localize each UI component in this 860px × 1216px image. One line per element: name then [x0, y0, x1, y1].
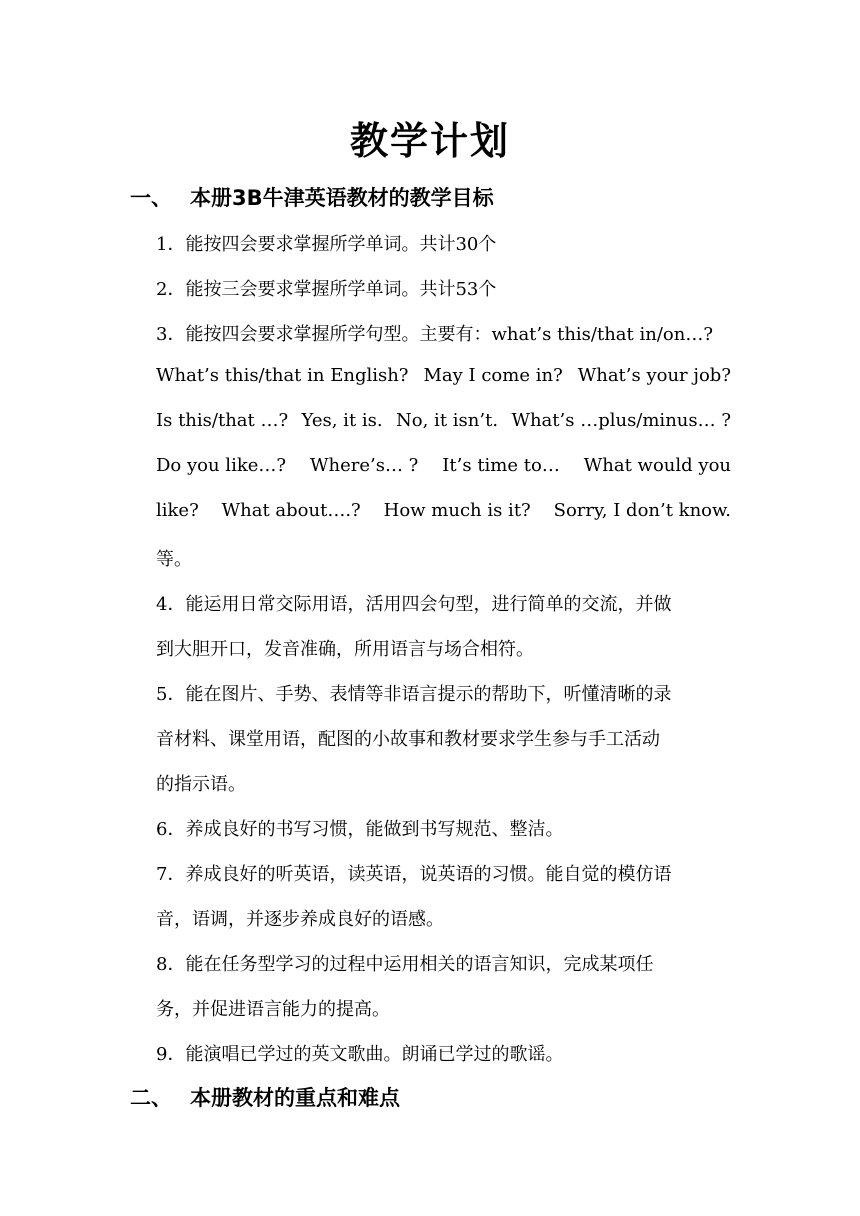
sentence-pattern: Is this/that …? [156, 410, 289, 431]
sentence-pattern: like? [156, 500, 199, 521]
sentence-pattern: What’s this/that in English? [156, 365, 409, 386]
goal-item-3-line-3 [156, 410, 731, 431]
goal-item-2: 2．能按三会要求掌握所学单词。共计53个 [156, 279, 497, 300]
section-title-2: 本册教材的重点和难点 [190, 1086, 400, 1110]
sentence-pattern: Do you like…? [156, 455, 287, 476]
goal-item-4-line-2: 到大胆开口，发音准确，所用语言与场合相符。 [156, 639, 534, 660]
goal-item-3-line-5 [156, 500, 731, 521]
goal-item-5-line-1: 5．能在图片、手势、表情等非语言提示的帮助下，听懂清晰的录 [156, 684, 672, 705]
sentence-pattern: No, it isn’t. [396, 410, 499, 431]
sentence-pattern: Yes, it is. [301, 410, 383, 431]
goal-item-7-line-1: 7．养成良好的听英语，读英语，说英语的习惯。能自觉的模仿语 [156, 864, 672, 885]
sentence-pattern: What’s your job? [577, 365, 731, 386]
section-heading-2 [130, 1082, 400, 1112]
goal-item-1: 1．能按四会要求掌握所学单词。共计30个 [156, 234, 497, 255]
goal-item-4-line-1: 4．能运用日常交际用语，活用四会句型，进行简单的交流，并做 [156, 594, 672, 615]
section-title-1: 本册3B牛津英语教材的教学目标 [190, 186, 494, 210]
sentence-pattern: May I come in? [423, 365, 563, 386]
goal-item-6: 6．养成良好的书写习惯，能做到书写规范、整洁。 [156, 819, 564, 840]
section-number-2: 二、 [130, 1086, 172, 1110]
sentence-pattern: How much is it? [383, 500, 531, 521]
sentence-pattern: What’s …plus/minus… ? [511, 410, 731, 431]
sentence-pattern: What about….? [221, 500, 361, 521]
goal-item-8-line-2: 务，并促进语言能力的提高。 [156, 999, 390, 1020]
sentence-pattern: Sorry, I don’t know. [553, 500, 731, 521]
goal-item-3-line-6: 等。 [156, 549, 192, 570]
goal-item-7-line-2: 音，语调，并逐步养成良好的语感。 [156, 909, 444, 930]
page-title: 教学计划 [349, 119, 510, 163]
goal-item-3-line-2 [156, 365, 731, 386]
goal-item-5-line-3: 的指示语。 [156, 774, 246, 795]
goal-item-5-line-2: 音材料、课堂用语，配图的小故事和教材要求学生参与手工活动 [156, 729, 660, 750]
goal-item-3-line-1: 3．能按四会要求掌握所学句型。主要有：what’s this/that in/on…? [156, 324, 713, 345]
goal-item-8-line-1: 8．能在任务型学习的过程中运用相关的语言知识，完成某项任 [156, 954, 654, 975]
sentence-pattern: Where’s… ? [310, 455, 419, 476]
section-number-1: 一、 [130, 186, 172, 210]
goal-item-3-line-4 [156, 455, 731, 476]
sentence-pattern: What would you [583, 455, 731, 476]
sentence-pattern: It’s time to… [442, 455, 560, 476]
goal-item-9: 9．能演唱已学过的英文歌曲。朗诵已学过的歌谣。 [156, 1044, 564, 1065]
section-heading-1 [130, 182, 494, 212]
